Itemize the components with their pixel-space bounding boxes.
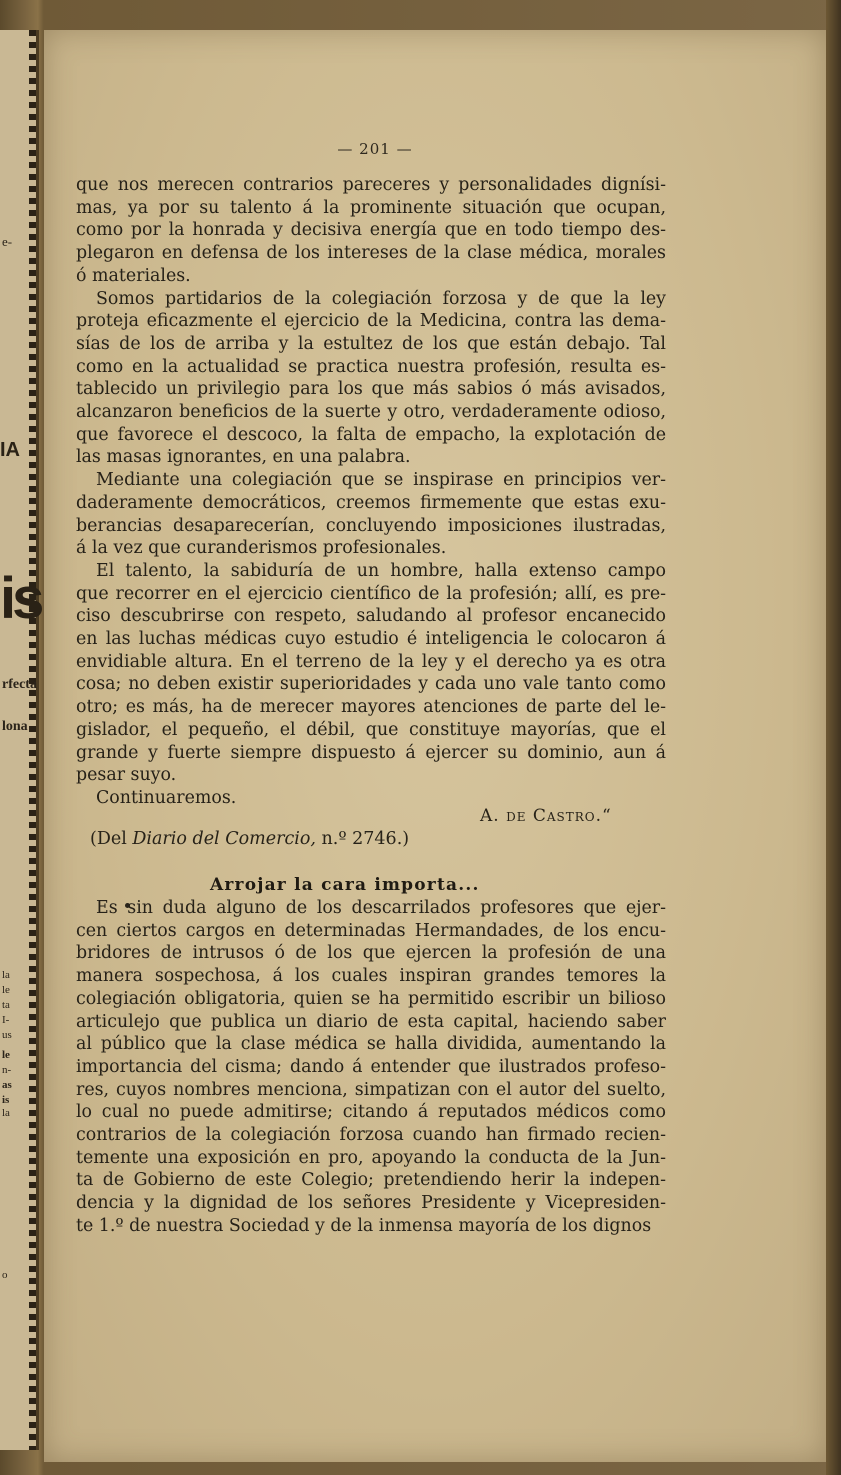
text-line: pesar suyo. bbox=[76, 765, 177, 786]
text-line: en las luchas médicas cuyo estudio é inteligencia le colocaron á bbox=[76, 629, 666, 650]
strip-fragment: o bbox=[2, 1269, 8, 1281]
strip-fragment: is bbox=[0, 566, 41, 631]
signature-initial: A. bbox=[480, 806, 500, 826]
strip-fragment: I- bbox=[2, 1014, 10, 1026]
strip-fragment: is bbox=[2, 1094, 10, 1106]
article-body bbox=[76, 897, 666, 1238]
text-line: bridores de intrusos ó de los que ejercen la profesión de una bbox=[76, 943, 666, 964]
text-line: importancia del cisma; dando á entender que ilustrados profeso- bbox=[76, 1056, 666, 1077]
text-line: ó materiales. bbox=[76, 265, 191, 286]
text-line: Continuaremos. bbox=[96, 787, 237, 808]
text-line: mas, ya por su talento á la prominente situación que ocupan, bbox=[76, 197, 666, 218]
page-edge-shadow bbox=[826, 0, 841, 1475]
text-line: ta de Gobierno de este Colegio; pretendiendo herir la indepen- bbox=[76, 1170, 666, 1191]
text-line: articulejo que publica un diario de esta capital, haciendo saber bbox=[76, 1011, 666, 1032]
text-line: te 1.º de nuestra Sociedad y de la inmensa mayoría de los dignos bbox=[76, 1215, 652, 1236]
strip-fragment: us bbox=[2, 1029, 12, 1041]
text-line: temente una exposición en pro, apoyando la conducta de la Jun- bbox=[76, 1147, 666, 1168]
text-line: como por la honrada y decisiva energía que en todo tiempo des- bbox=[76, 220, 666, 241]
text-line: res, cuyos nombres menciona, simpatizan con el autor del suelto, bbox=[76, 1079, 666, 1100]
strip-fragment: e- bbox=[2, 234, 13, 249]
signature-name: de Castro.“ bbox=[506, 806, 612, 826]
citation-newspaper: Diario del Comercio, bbox=[132, 829, 316, 849]
text-line: plegaron en defensa de los intereses de la clase médica, morales bbox=[76, 243, 666, 264]
strip-fragment: lona bbox=[2, 719, 28, 734]
text-line: las masas ignorantes, en una palabra. bbox=[76, 447, 411, 468]
author-signature bbox=[480, 806, 612, 826]
strip-fragment: n- bbox=[2, 1064, 12, 1076]
text-line: contrarios de la colegiación forzosa cuando han firmado recien- bbox=[76, 1125, 666, 1146]
text-line: gislador, el pequeño, el débil, que constituye mayorías, que el bbox=[76, 719, 666, 740]
strip-fragment: IA bbox=[0, 439, 20, 461]
text-line: que recorrer en el ejercicio científico de la profesión; allí, es pre- bbox=[76, 583, 666, 604]
text-line: Mediante una colegiación que se inspirase en principios ver- bbox=[96, 470, 666, 491]
text-line: como en la actualidad se practica nuestra profesión, resulta es- bbox=[76, 356, 666, 377]
text-line: Somos partidarios de la colegiación forzosa y de que la ley bbox=[96, 288, 666, 309]
text-line: colegiación obligatoria, quien se ha permitido escribir un bilioso bbox=[76, 988, 666, 1009]
text-line: El talento, la sabiduría de un hombre, halla extenso campo bbox=[96, 560, 666, 581]
strip-fragment: as bbox=[2, 1079, 12, 1091]
text-line: tablecido un privilegio para los que más sabios ó más avisados, bbox=[76, 379, 666, 400]
text-line: manera sospechosa, á los cuales inspiran grandes temores la bbox=[76, 966, 666, 987]
text-line: que favorece el descoco, la falta de empacho, la explotación de bbox=[76, 424, 666, 445]
text-line: á la vez que curanderismos profesionales. bbox=[76, 538, 447, 559]
citation-open: (Del bbox=[90, 829, 133, 849]
source-citation bbox=[90, 829, 409, 849]
text-line: lo cual no puede admitirse; citando á reputados médicos como bbox=[76, 1102, 666, 1123]
citation-issue: n.º 2746.) bbox=[315, 829, 410, 849]
text-line: grande y fuerte siempre dispuesto á ejercer su dominio, aun á bbox=[76, 742, 666, 763]
text-line: al público que la clase médica se halla dividida, aumentando la bbox=[76, 1034, 666, 1055]
strip-fragment: la bbox=[2, 1107, 10, 1119]
article-continuation bbox=[76, 174, 666, 810]
text-line: ciso descubrirse con respeto, saludando al profesor encanecido bbox=[76, 606, 666, 627]
strip-fragment: ta bbox=[2, 999, 10, 1011]
strip-fragment: rfecta bbox=[2, 677, 37, 692]
strip-fragment: le bbox=[2, 1049, 10, 1061]
text-line: proteja eficazmente el ejercicio de la Medicina, contra las dema- bbox=[76, 311, 666, 332]
text-line: berancias desaparecerían, concluyendo imposiciones ilustradas, bbox=[76, 515, 666, 536]
text-line: dencia y la dignidad de los señores Presidente y Vicepresiden- bbox=[76, 1193, 666, 1214]
strip-fragment: la bbox=[2, 969, 10, 981]
strip-fragment: le bbox=[2, 984, 10, 996]
text-line: sías de los de arriba y la estultez de los que están debajo. Tal bbox=[76, 333, 666, 354]
text-line: envidiable altura. En el terreno de la ley y el derecho ya es otra bbox=[76, 651, 666, 672]
text-line: daderamente democráticos, creemos firmemente que estas exu- bbox=[76, 492, 666, 513]
page-number: — 201 — bbox=[337, 140, 413, 158]
text-line: cosa; no deben existir superioridades y cada uno vale tanto como bbox=[76, 674, 666, 695]
text-line: otro; es más, ha de merecer mayores atenciones de parte del le- bbox=[76, 697, 666, 718]
text-line: alcanzaron beneficios de la suerte y otro, verdaderamente odioso, bbox=[76, 402, 666, 423]
text-line: cen ciertos cargos en determinadas Hermandades, de los encu- bbox=[76, 920, 666, 941]
text-line: que nos merecen contrarios pareceres y personalidades dignísi- bbox=[76, 175, 666, 195]
ornamental-border bbox=[29, 30, 36, 1450]
text-line: Es sin duda alguno de los descarrilados profesores que ejer- bbox=[96, 898, 666, 918]
article-heading: Arrojar la cara importa... bbox=[210, 875, 480, 895]
adjacent-page-strip bbox=[0, 30, 39, 1450]
